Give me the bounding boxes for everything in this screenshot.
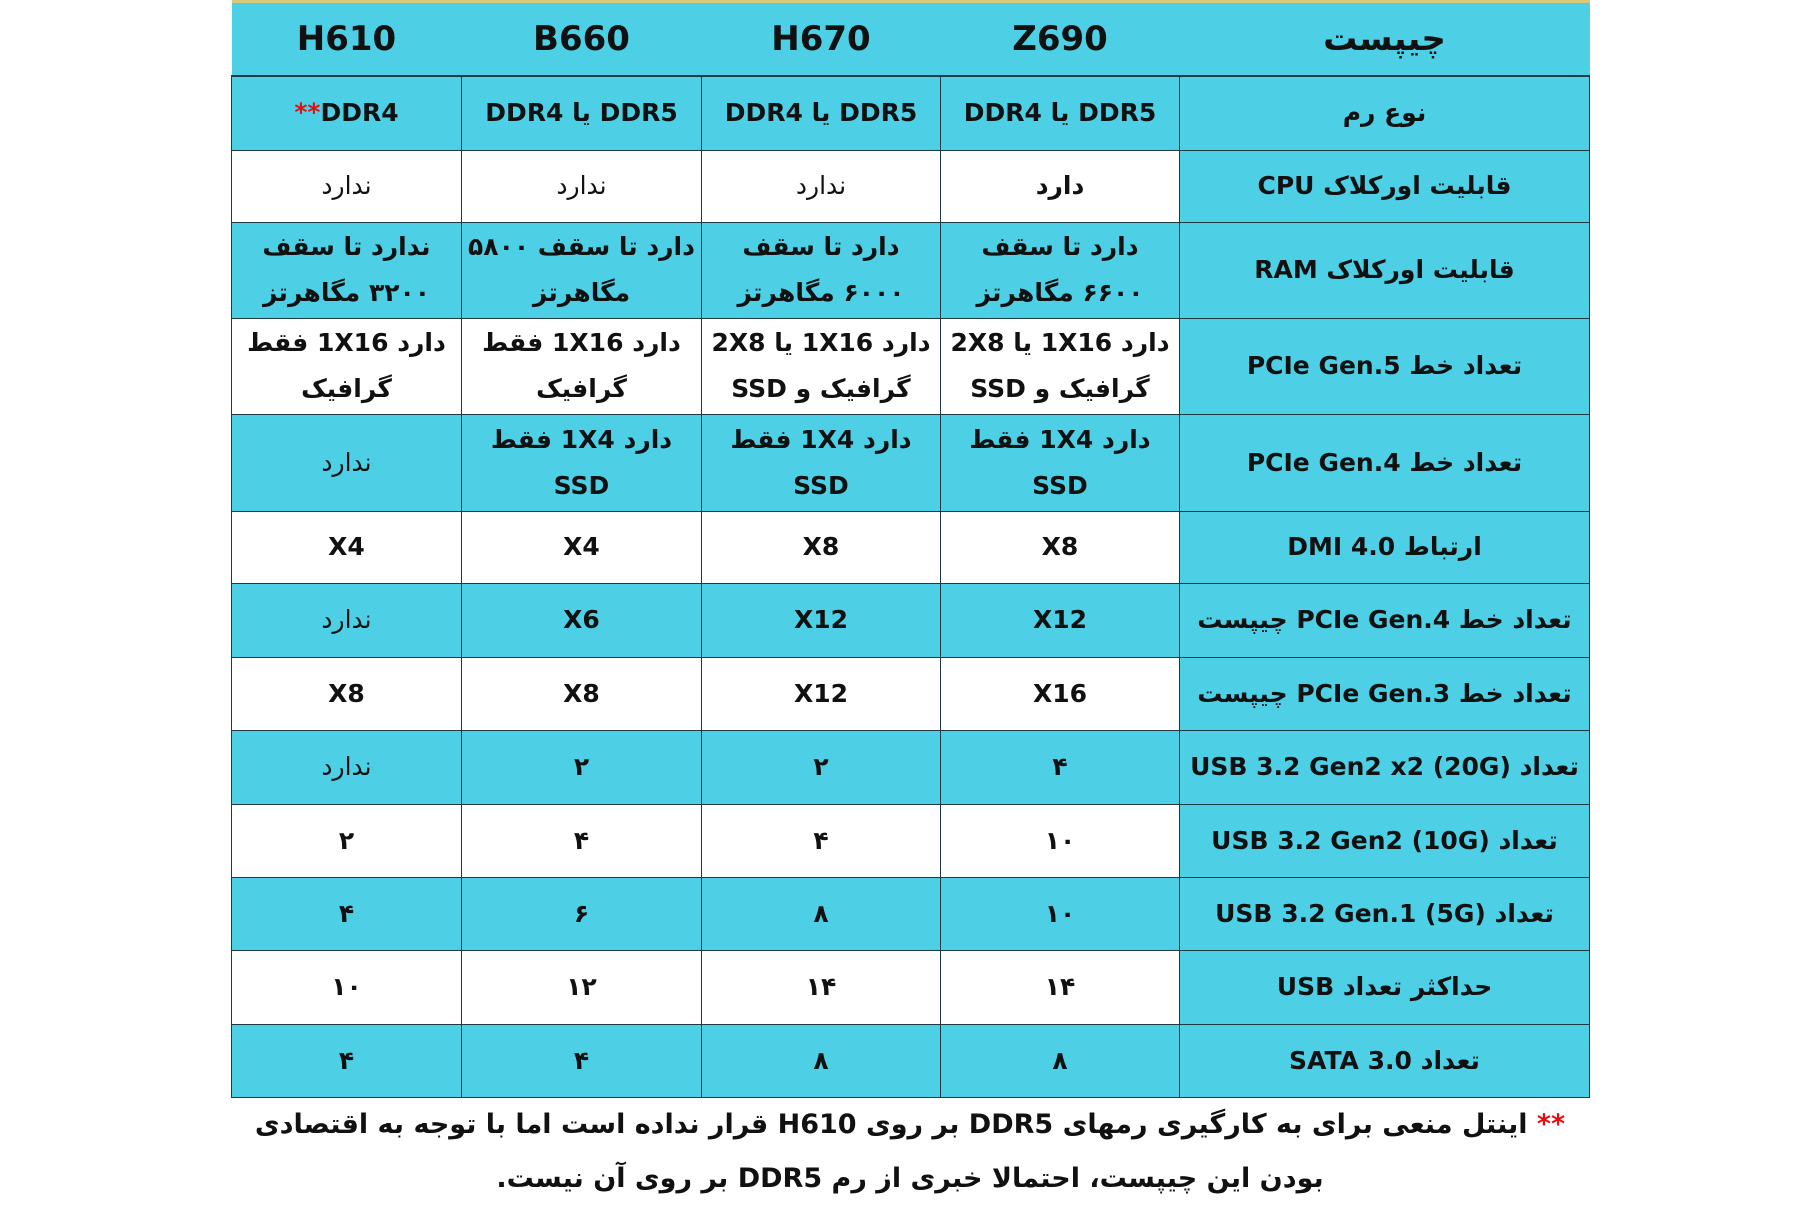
table-cell xyxy=(702,804,941,877)
table-row xyxy=(232,657,1590,730)
table-cell xyxy=(232,414,462,511)
row-label: حداکثر تعداد USB xyxy=(1180,950,1590,1024)
table-row xyxy=(232,414,1590,511)
row-label: تعداد SATA 3.0 xyxy=(1180,1024,1590,1097)
table-cell xyxy=(702,657,941,730)
row-label: تعداد خط PCIe Gen.3 چیپست xyxy=(1180,657,1590,730)
cell-value: دارد 1X4 فقط SSD xyxy=(969,424,1151,500)
cell-value: دارد 1X16 یا 2X8 گرافیک و SSD xyxy=(711,328,931,403)
table-cell xyxy=(462,222,702,318)
cell-value: ۴ xyxy=(813,825,829,855)
cell-value: ندارد xyxy=(321,605,372,634)
table-cell xyxy=(462,1024,702,1097)
row-label: قابلیت اورکلاک RAM xyxy=(1180,222,1590,318)
cell-value: ۴ xyxy=(573,1045,590,1075)
chipset-comparison-table xyxy=(231,0,1590,1098)
table-row xyxy=(232,950,1590,1024)
table-row xyxy=(232,877,1590,950)
table-row xyxy=(232,150,1590,222)
table-cell xyxy=(232,222,462,318)
cell-value: دارد تا سقف ۶۰۰۰ مگاهرتز xyxy=(737,232,905,307)
cell-value: دارد تا سقف ۵۸۰۰ مگاهرتز xyxy=(468,232,695,307)
footnote-text: اینتل منعی برای به کارگیری رمهای DDR5 بر روی H610 قرار نداده است اما با توجه به اقتصادی بودن این چیپست، احتمالا خبری از رم DDR5 بر روی آن نیست. xyxy=(254,1109,1537,1194)
table-row xyxy=(232,730,1590,804)
header-label: چیپست xyxy=(1180,2,1590,77)
row-label: قابلیت اورکلاک CPU xyxy=(1180,150,1590,222)
table-cell xyxy=(232,583,462,657)
cell-value: ندارد xyxy=(795,171,847,200)
table-cell xyxy=(941,1024,1180,1097)
cell-value: دارد تا سقف ۶۶۰۰ مگاهرتز xyxy=(976,232,1144,307)
table-cell xyxy=(702,583,941,657)
table-cell xyxy=(462,414,702,511)
table-cell xyxy=(462,511,702,583)
cell-value: X4 xyxy=(563,532,600,561)
table-cell xyxy=(702,318,941,414)
table-cell xyxy=(941,657,1180,730)
table-cell xyxy=(232,150,462,222)
row-label: تعداد USB 3.2 Gen.1 (5G) xyxy=(1180,877,1590,950)
cell-value: ۴ xyxy=(573,825,590,855)
table-row xyxy=(232,1024,1590,1097)
header-chipset: H670 xyxy=(702,2,941,77)
table-cell xyxy=(462,76,702,150)
table-cell xyxy=(232,1024,462,1097)
cell-value: ۱۰ xyxy=(331,972,362,1001)
cell-value: ۱۰ xyxy=(1044,898,1076,928)
cell-value: X12 xyxy=(793,605,849,634)
table-row xyxy=(232,804,1590,877)
cell-value: DDR5 یا DDR4 xyxy=(485,98,678,128)
cell-value: ۲ xyxy=(813,752,829,781)
footnote xyxy=(231,1098,1589,1206)
table-cell xyxy=(941,950,1180,1024)
cell-value: X6 xyxy=(563,605,600,634)
table-cell xyxy=(462,804,702,877)
table-cell xyxy=(232,657,462,730)
cell-value: ۴ xyxy=(338,898,355,928)
table-cell xyxy=(941,511,1180,583)
cell-value: ۱۲ xyxy=(566,972,597,1001)
cell-value: ۴ xyxy=(338,1045,355,1075)
cell-value: X12 xyxy=(1032,605,1088,634)
cell-value: دارد xyxy=(1035,171,1085,200)
table-cell xyxy=(941,730,1180,804)
table-row xyxy=(232,318,1590,414)
table-cell xyxy=(462,150,702,222)
table-cell xyxy=(702,730,941,804)
cell-value: دارد 1X16 فقط گرافیک xyxy=(247,328,446,403)
header-chipset: H610 xyxy=(232,2,462,77)
table-row xyxy=(232,76,1590,150)
cell-value: دارد 1X16 یا 2X8 گرافیک و SSD xyxy=(950,328,1170,403)
table-cell xyxy=(702,1024,941,1097)
table-cell xyxy=(232,511,462,583)
cell-value: ۲ xyxy=(338,825,355,855)
table-cell xyxy=(462,318,702,414)
cell-value: X8 xyxy=(802,532,840,561)
cell-value: ۸ xyxy=(1052,1045,1068,1075)
cell-value: ۴ xyxy=(1052,752,1068,781)
table-cell xyxy=(462,877,702,950)
cell-value: X12 xyxy=(793,678,849,708)
cell-value: DDR5 یا DDR4 xyxy=(963,98,1157,128)
cell-value: ۱۴ xyxy=(1044,972,1076,1001)
cell-value: DDR4 xyxy=(320,98,399,128)
table-cell xyxy=(702,414,941,511)
cell-value: ۸ xyxy=(813,898,829,928)
row-label: تعداد USB 3.2 Gen2 x2 (20G) xyxy=(1180,730,1590,804)
table-cell xyxy=(702,76,941,150)
row-label: تعداد خط PCIe Gen.5 xyxy=(1180,318,1590,414)
table-cell xyxy=(702,877,941,950)
table-cell xyxy=(941,318,1180,414)
table-cell xyxy=(232,877,462,950)
row-label: نوع رم xyxy=(1180,76,1590,150)
table-header-row xyxy=(232,2,1590,77)
table-row xyxy=(232,511,1590,583)
table-cell xyxy=(941,222,1180,318)
table-cell xyxy=(941,583,1180,657)
cell-value: ندارد xyxy=(556,171,607,200)
table-cell xyxy=(462,657,702,730)
header-chipset: Z690 xyxy=(941,2,1180,77)
table-body xyxy=(232,76,1590,1097)
table-cell xyxy=(462,730,702,804)
cell-value: ندارد تا سقف ۳۲۰۰ مگاهرتز xyxy=(262,232,431,307)
table-cell xyxy=(232,730,462,804)
cell-value: ۱۰ xyxy=(1044,825,1076,855)
table-cell xyxy=(462,950,702,1024)
table-cell xyxy=(702,222,941,318)
cell-value: X8 xyxy=(328,678,365,708)
cell-value: ۲ xyxy=(573,752,590,781)
cell-value: ندارد xyxy=(321,447,372,477)
table-cell xyxy=(941,804,1180,877)
row-label: ارتباط DMI 4.0 xyxy=(1180,511,1590,583)
cell-value: X16 xyxy=(1032,678,1088,708)
row-label: تعداد خط PCIe Gen.4 xyxy=(1180,414,1590,511)
cell-value: ندارد xyxy=(321,752,372,781)
row-label: تعداد USB 3.2 Gen2 (10G) xyxy=(1180,804,1590,877)
table-cell xyxy=(941,414,1180,511)
table-cell xyxy=(232,950,462,1024)
header-chipset: B660 xyxy=(462,2,702,77)
table-row xyxy=(232,222,1590,318)
table-cell xyxy=(232,318,462,414)
cell-value: X8 xyxy=(563,678,600,708)
cell-value: ندارد xyxy=(321,171,372,200)
table-cell xyxy=(941,877,1180,950)
cell-value: ۱۴ xyxy=(805,972,837,1001)
table-cell xyxy=(232,804,462,877)
cell-value: دارد 1X16 فقط گرافیک xyxy=(482,328,681,403)
table-cell xyxy=(702,150,941,222)
table-cell xyxy=(941,76,1180,150)
table-cell xyxy=(702,511,941,583)
cell-value: X8 xyxy=(1041,532,1079,561)
footnote-marker: ** xyxy=(294,98,321,128)
cell-value: X4 xyxy=(328,532,365,561)
table-cell xyxy=(702,950,941,1024)
cell-value: DDR5 یا DDR4 xyxy=(724,98,918,128)
cell-value: ۶ xyxy=(573,898,590,928)
cell-value: ۸ xyxy=(813,1045,829,1075)
table-cell xyxy=(462,583,702,657)
table-cell xyxy=(941,150,1180,222)
table-cell xyxy=(232,76,462,150)
table-row xyxy=(232,583,1590,657)
cell-value: دارد 1X4 فقط SSD xyxy=(730,424,912,500)
footnote-stars: ** xyxy=(1536,1109,1566,1140)
cell-value: دارد 1X4 فقط SSD xyxy=(490,424,673,500)
row-label: تعداد خط PCIe Gen.4 چیپست xyxy=(1180,583,1590,657)
